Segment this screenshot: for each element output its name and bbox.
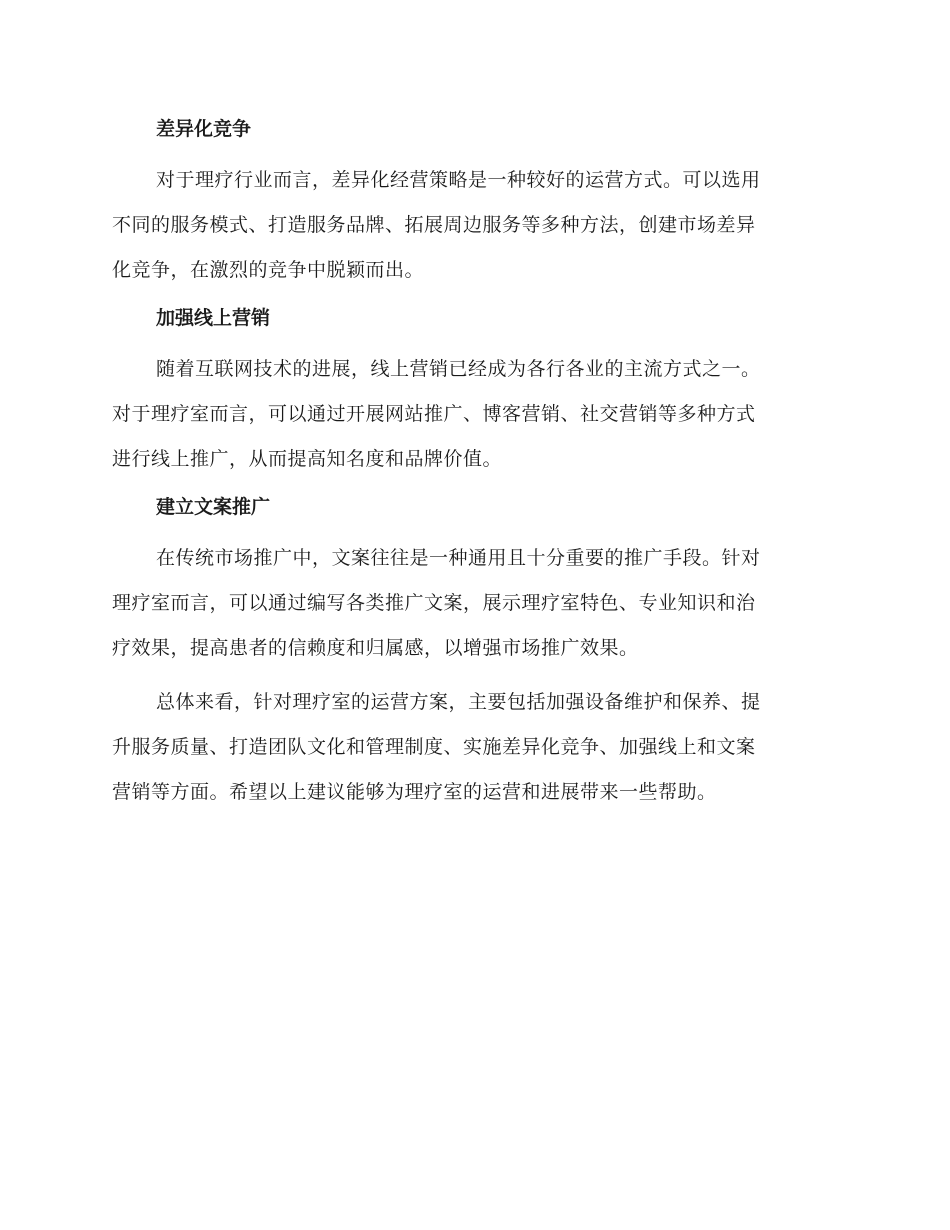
paragraph-line: 总体来看，针对理疗室的运营方案，主要包括加强设备维护和保养、提 — [156, 691, 761, 713]
paragraph-line: 理疗室而言，可以通过编写各类推广文案，展示理疗室特色、专业知识和治 — [112, 592, 756, 614]
paragraph-line: 疗效果，提高患者的信赖度和归属感，以增强市场推广效果。 — [112, 637, 639, 659]
section-heading: 加强线上营销 — [156, 307, 271, 329]
paragraph — [112, 158, 832, 293]
section-copywriting — [112, 491, 832, 671]
section-online-marketing — [112, 302, 832, 482]
paragraph-line: 对于理疗行业而言，差异化经营策略是一种较好的运营方式。可以选用 — [156, 169, 761, 191]
paragraph — [112, 347, 832, 482]
section-heading: 建立文案推广 — [156, 496, 271, 518]
paragraph-line: 升服务质量、打造团队文化和管理制度、实施差异化竞争、加强线上和文案 — [112, 736, 756, 758]
paragraph — [112, 680, 832, 815]
paragraph — [112, 536, 832, 671]
paragraph-line: 在传统市场推广中，文案往往是一种通用且十分重要的推广手段。针对 — [156, 547, 761, 569]
section-heading: 差异化竞争 — [156, 118, 252, 140]
paragraph-line: 营销等方面。希望以上建议能够为理疗室的运营和进展带来一些帮助。 — [112, 781, 717, 803]
section-differentiation — [112, 113, 832, 293]
paragraph-line: 化竞争，在激烈的竞争中脱颖而出。 — [112, 259, 425, 281]
paragraph-line: 进行线上推广，从而提高知名度和品牌价值。 — [112, 448, 503, 470]
paragraph-line: 不同的服务模式、打造服务品牌、拓展周边服务等多种方法，创建市场差异 — [112, 214, 756, 236]
document-page — [112, 113, 832, 824]
paragraph-line: 对于理疗室而言，可以通过开展网站推广、博客营销、社交营销等多种方式 — [112, 403, 756, 425]
paragraph-line: 随着互联网技术的进展，线上营销已经成为各行各业的主流方式之一。 — [156, 358, 761, 380]
conclusion — [112, 680, 832, 815]
